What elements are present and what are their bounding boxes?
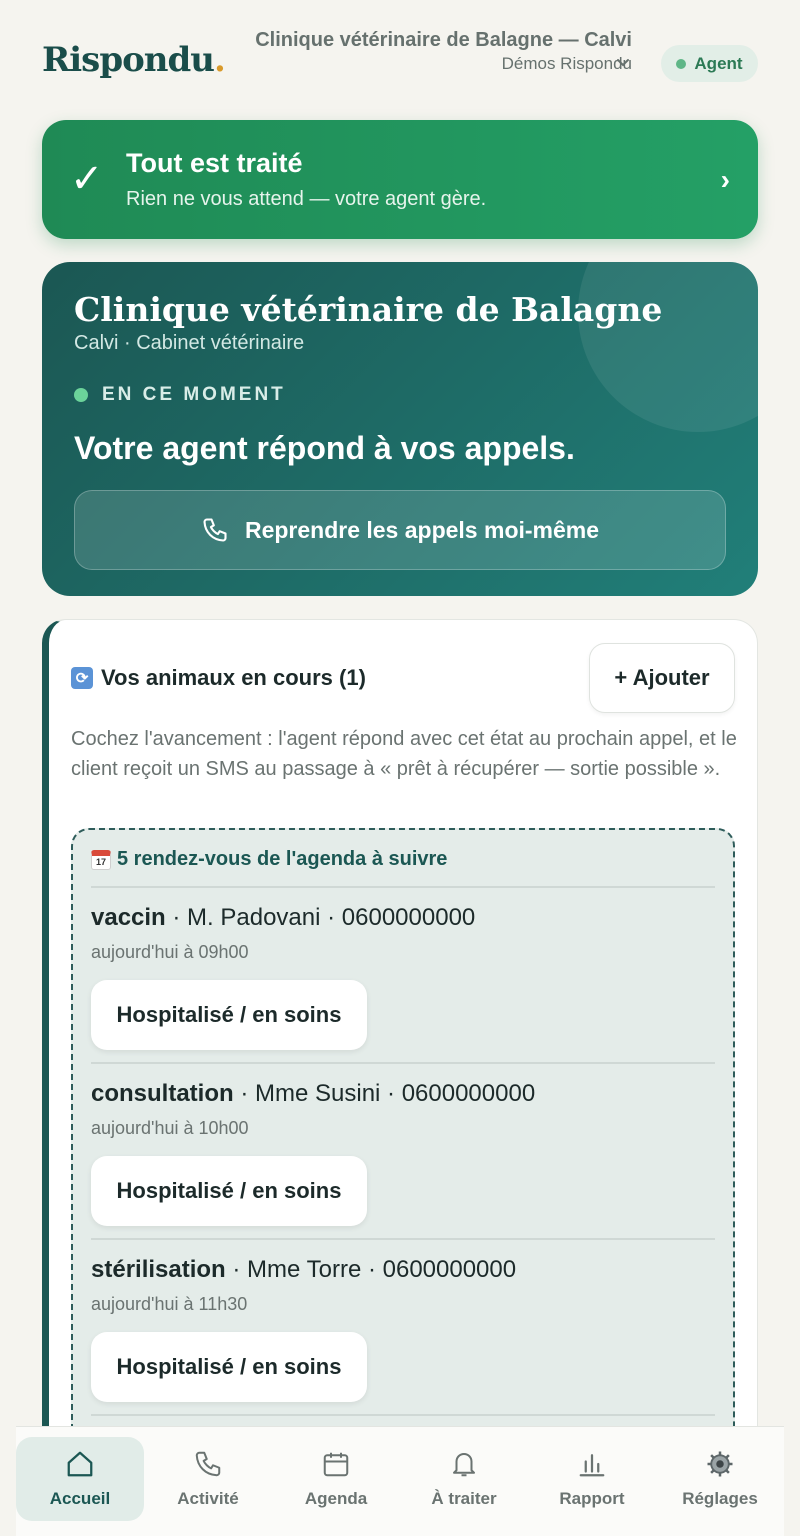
appointment-type: stérilisation <box>91 1256 226 1283</box>
logo[interactable]: Rispondu. <box>42 40 225 80</box>
business-name: Clinique vétérinaire de Balagne — Calvi <box>255 29 632 51</box>
appointment-type: vaccin <box>91 904 166 931</box>
calendar-icon: 17 <box>91 850 111 870</box>
phone-icon <box>193 1449 223 1479</box>
state-button[interactable]: Hospitalisé / en soins <box>91 1332 367 1402</box>
animals-title: ⟳ Vos animaux en cours (1) <box>71 665 366 691</box>
nav-item-reglages[interactable]: Réglages <box>656 1427 784 1536</box>
nav-item-agenda[interactable]: Agenda <box>272 1427 400 1536</box>
agent-status-text: Votre agent répond à vos appels. <box>74 430 575 466</box>
home-icon <box>65 1449 95 1479</box>
app-header <box>0 0 800 112</box>
add-animal-button[interactable]: + Ajouter <box>589 643 735 713</box>
nav-item-rapport[interactable]: Rapport <box>528 1427 656 1536</box>
agenda-followup-panel <box>71 828 735 1519</box>
banner-subtitle: Rien ne vous attend — votre agent gère. <box>126 188 487 210</box>
chevron-down-icon[interactable] <box>616 56 630 70</box>
check-icon: ✓ <box>70 156 104 202</box>
chevron-right-icon: › <box>720 164 730 195</box>
clinic-meta: Calvi · Cabinet vétérinaire <box>74 332 305 354</box>
state-button[interactable]: Hospitalisé / en soins <box>91 980 367 1050</box>
refresh-icon: ⟳ <box>71 667 93 689</box>
appointment-type: consultation <box>91 1080 234 1107</box>
nav-item-a-traiter[interactable]: À traiter <box>400 1427 528 1536</box>
calendar-icon <box>321 1449 351 1479</box>
appointment-details: · M. Padovani · 0600000000 <box>165 904 476 931</box>
all-handled-banner[interactable] <box>42 120 758 239</box>
business-switcher[interactable] <box>252 28 632 74</box>
live-dot <box>74 388 88 402</box>
state-button[interactable]: Hospitalisé / en soins <box>91 1156 367 1226</box>
now-label: EN CE MOMENT <box>74 384 286 406</box>
business-group: Démos Rispondu <box>501 54 632 73</box>
banner-title: Tout est traité <box>126 148 303 178</box>
animals-in-progress-card <box>42 619 758 1519</box>
list-item <box>91 1238 715 1414</box>
animals-description: Cochez l'avancement : l'agent répond avec cet état au prochain appel, et le client reçoit un SMS au passage à « prêt à récupérer — sortie possible ». <box>71 728 737 780</box>
agent-status-badge: Agent <box>661 45 758 82</box>
appointment-details: · Mme Susini · 0600000000 <box>233 1080 536 1107</box>
takeover-calls-button[interactable]: Reprendre les appels moi-même <box>74 490 726 570</box>
appointment-time: aujourd'hui à 10h00 <box>91 1118 249 1138</box>
appointment-details: · Mme Torre · 0600000000 <box>225 1256 517 1283</box>
status-dot <box>676 59 686 69</box>
agenda-header: 17 5 rendez-vous de l'agenda à suivre <box>91 848 447 871</box>
bar-chart-icon <box>577 1449 607 1479</box>
nav-item-activite[interactable]: Activité <box>144 1427 272 1536</box>
bell-icon <box>449 1449 479 1479</box>
list-item <box>91 886 715 1062</box>
nav-item-accueil[interactable]: Accueil <box>16 1437 144 1521</box>
clinic-status-card <box>42 262 758 596</box>
gear-icon <box>705 1449 735 1479</box>
appointment-time: aujourd'hui à 09h00 <box>91 942 249 962</box>
appointment-time: aujourd'hui à 11h30 <box>91 1294 248 1314</box>
clinic-name: Clinique vétérinaire de Balagne <box>74 290 663 329</box>
phone-icon <box>201 516 229 544</box>
bottom-navigation <box>16 1426 784 1536</box>
decorative-circle <box>578 262 758 432</box>
list-item <box>91 1062 715 1238</box>
